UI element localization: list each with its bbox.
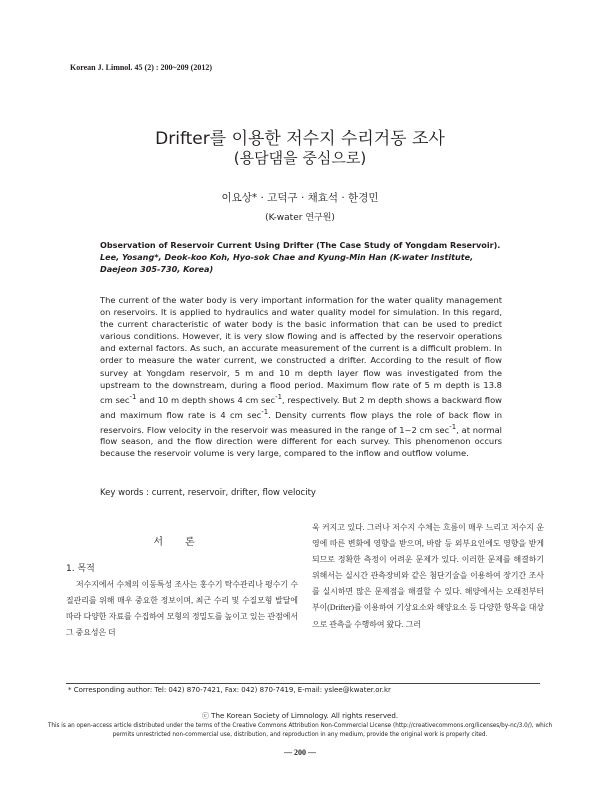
abstract-superscript: -1 <box>261 407 269 416</box>
paper-subtitle: (용담댐을 중심으로) <box>233 149 367 167</box>
english-title: Observation of Reservoir Current Using Drifter (The Case Study of Yongdam Reservoir). <box>100 240 501 250</box>
keywords: Key words : current, reservoir, drifter, flow velocity <box>100 488 316 498</box>
license-notice: This is an open-access article distributed under the terms of the Creative Commons Attribution Non-Commercial License (http://creativecommons.org/licenses/by-nc/3.0/), which permits unrestricted non-commercial use, distribution, and reproduction in any medium, provide the original work is properly cited. <box>47 723 553 738</box>
journal-reference: Korean J. Limnol. 45 (2) : 200~209 (2012) <box>70 63 213 72</box>
abstract-superscript: -1 <box>275 392 283 401</box>
affiliation: (K-water 연구원) <box>265 213 335 223</box>
abstract-text: , at normal flow season, and the flow direction were different for each survey. This phenomenon occurs because the reservoir volume is very large, compared to the inflow and outflow volume. <box>100 424 503 459</box>
abstract-heading <box>100 239 502 275</box>
paper-title: Drifter를 이용한 저수지 수리거동 조사 <box>155 129 445 149</box>
copyright-notice: ⓒ The Korean Society of Limnology. All rights reserved. <box>201 711 399 720</box>
corresponding-author-footnote: * Corresponding author: Tel: 042) 870-7421, Fax: 042) 870-7419, E-mail: yslee@kwater.or.kr <box>68 686 391 694</box>
footnote-divider <box>66 683 540 684</box>
abstract-text: , respectively. But 2 m depth shows a backward flow and maximum flow rate is 4 cm sec <box>100 394 502 420</box>
page-number: — 200 — <box>284 748 316 757</box>
abstract-text: The current of the water body is very important information for the water quality management on reservoirs. It is applied to hydraulics and water quality model for simulation. In this regard, the current characteristic of water body is the basic information that can be used to predict various conditions. However, it is very slow flowing and is affected by the reservoir operations and external factors. As such, an accurate measurement of the current is a difficult problem. In order to measure the water current, we constructed a drifter. According to the result of flow survey at Yongdam reservoir, 5 m and 10 m depth layer flow was investigated from the upstream to the downstream, during a flood period. Maximum flow rate of 5 m depth is 13.8 cm sec <box>100 295 502 405</box>
abstract-superscript: -1 <box>129 392 137 401</box>
abstract-superscript: -1 <box>449 422 457 431</box>
body-column-right: 욱 커지고 있다. 그러나 저수지 수체는 흐름이 매우 느리고 저수지 운영에 따른 변화에 영향을 받으며, 바람 등 외부요인에도 영향을 받게 되므로 정확한 측정이 어려운 문제가 있다. 이러한 문제를 해결하기 위해서는 실시간 관측장비와 같은 첨단기술을 이용하여 장기간 조사를 실시하면 많은 문제점을 해결할 수 있다. 해양에서는 오래전부터 부이(Drifter)를 이용하여 기상요소와 해양요소 등 다양한 항목을 대상으로 관측을 수행하여 왔다. 그러 <box>312 523 544 629</box>
english-authors: Lee, Yosang*, Deok-koo Koh, Hyo-sok Chae and Kyung-Min Han (K-water Institute, Daejeon 305-730, Korea) <box>100 252 474 274</box>
abstract-text: and 10 m depth shows 4 cm sec <box>136 394 276 405</box>
section-title: 서론 <box>153 537 217 548</box>
subsection-title: 1. 목적 <box>66 564 95 574</box>
abstract-text: . Density currents flow plays the role of back flow in reservoirs. Flow velocity in the reservoir was measured in the range of 1~2 cm sec <box>100 409 502 435</box>
author-list: 이요상* · 고덕구 · 채효석 · 한경민 <box>221 192 379 204</box>
abstract-body <box>100 294 502 460</box>
body-column-left: 저수지에서 수체의 이동특성 조사는 홍수기 탁수관리나 평수기 수질관리를 위해 매우 중요한 정보이며, 최근 수리 및 수질모형 발달에 따라 다양한 자료를 수집하여 모형의 정밀도를 높이고 있는 관점에서 그 중요성은 더 <box>66 580 298 638</box>
